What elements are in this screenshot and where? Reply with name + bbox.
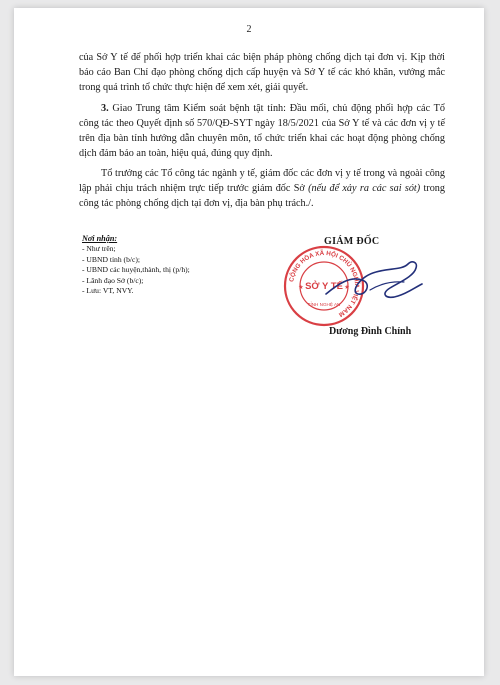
svg-text:★: ★ [344, 285, 350, 291]
page-number: 2 [246, 24, 252, 35]
recipient-item: - Lãnh đạo Sở (b/c); [82, 275, 144, 285]
signer-name: Dương Đình Chỉnh [329, 326, 412, 337]
svg-text:SỞ Y TẾ: SỞ Y TẾ [305, 281, 343, 292]
paragraph-italic-note: (nếu để xảy ra các sai sót) [308, 183, 421, 194]
recipient-item: - UBND tỉnh (b/c); [82, 254, 140, 264]
paragraph-text: của Sở Y tế để phối hợp triển khai các biện pháp phòng chống dịch tại đơn vị. Kịp thời báo cáo Ban Chỉ đạo phòng chống dịch cấp huyện và Sở Y tế các khó khăn, vướng mắc trong quá trình tổ chức thực hiện để xem xét, giải quyết. [79, 52, 445, 93]
handwritten-signature [320, 254, 430, 310]
svg-text:TỈNH NGHỆ AN: TỈNH NGHỆ AN [307, 302, 341, 307]
paragraph-continuation [79, 50, 445, 95]
recipient-item: - Lưu: VT, NVY. [82, 286, 134, 296]
paragraph-text: Giao Trung tâm Kiểm soát bệnh tật tỉnh: Đầu mối, chủ động phối hợp các Tổ công tác theo Quyết định số 570/QĐ-SYT ngày 18/5/2021 của Sở Y tế và các đơn vị y tế trên địa bàn tỉnh hướng dẫn chuyên môn, tổ chức triển khai các hoạt động phòng chống dịch đảm bảo an toàn, hiệu quả, đúng quy định. [79, 103, 445, 159]
item-number: 3. [101, 103, 109, 114]
paragraph-responsibility [79, 166, 445, 211]
director-title: GIÁM ĐỐC [324, 236, 380, 247]
recipients-block [82, 234, 272, 296]
recipients-title: Nơi nhận: [82, 234, 118, 243]
paragraph-text: Tổ trưởng các Tổ công tác ngành y tế, giám đốc các đơn vị y tế trong và ngoài công lập phải chịu trách nhiệm trực tiếp trước giám đốc Sở [79, 168, 445, 194]
paragraph-text: trong công tác phòng chống dịch tại đơn vị, địa bàn phụ trách./. [79, 183, 445, 209]
document-page [14, 8, 484, 676]
paragraph-item-3 [79, 101, 445, 161]
recipient-item: - UBND các huyện,thành, thị (p/h); [82, 265, 190, 275]
recipient-item: - Như trên; [82, 244, 116, 254]
svg-text:CỘNG HÒA XÃ HỘI CHỦ NGHĨA VIỆT: CỘNG HÒA XÃ HỘI CHỦ NGHĨA VIỆT NAM [288, 249, 361, 318]
svg-text:★: ★ [298, 285, 304, 291]
